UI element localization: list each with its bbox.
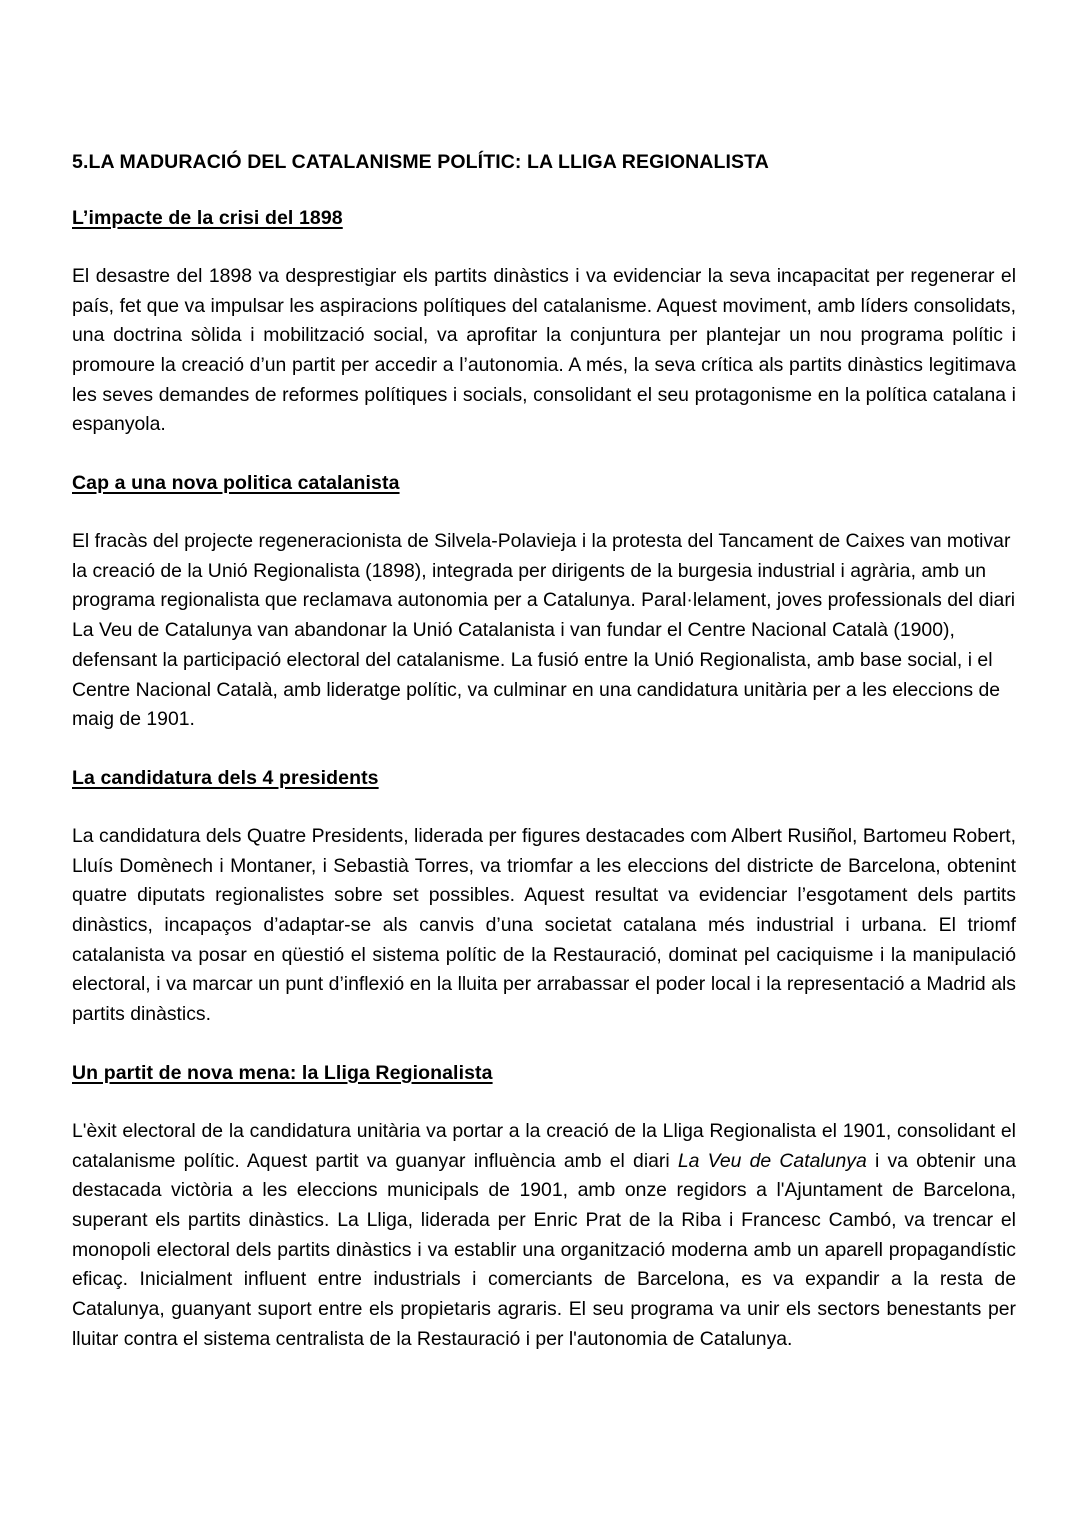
spacer [72, 496, 1016, 527]
document-body [72, 150, 1016, 1354]
paragraph-text-run-2: i va obtenir una destacada victòria a les eleccions municipals de 1901, amb onze regidors a l'Ajuntament de Barcelona, superant els partits dinàstics. La Lliga, liderada per Enric Prat de la Riba i Francesc Cambó, va trencar el monopoli electoral dels partits dinàstics i va establir una organització moderna amb un aparell propagandístic eficaç. Inicialment influent entre industrials i comerciants de Barcelona, es va expandir a la resta de Catalunya, guanyant suport entre els propietaris agraris. El seu programa va unir els sectors benestants per lluitar contra el sistema centralista de la Restauració i per l'autonomia de Catalunya. [72, 1149, 1016, 1350]
paragraph-text-run-1: L'èxit electoral de la candidatura unitària va portar a la creació de la Lliga Regionalista el 1901, consolidant el catalanisme polític. Aquest partit va guanyar influència amb el diari [72, 1119, 1016, 1172]
section-paragraph-impacte-crisi-1898: El desastre del 1898 va desprestigiar els partits dinàstics i va evidenciar la seva incapacitat per regenerar el país, fet que va impulsar les aspiracions polítiques del catalanisme. Aquest moviment, amb líders consolidats, una doctrina sòlida i mobilització social, va aprofitar la conjuntura per plantejar un nou programa polític i promoure la creació d’un partit per accedir a l’autonomia. A més, la seva crítica als partits dinàstics legitimava les seves demandes de reformes polítiques i socials, consolidant el seu protagonisme en la política catalana i espanyola. [72, 264, 1016, 436]
section-heading-candidatura-4-presidents [72, 766, 1016, 791]
spacer [72, 440, 1016, 471]
spacer [72, 1086, 1016, 1117]
section-heading-label: Cap a una nova politica catalanista [72, 472, 400, 495]
spacer [72, 175, 1016, 206]
section-paragraph-nova-politica-catalanista: El fracàs del projecte regeneracionista de Silvela-Polavieja i la protesta del Tancament de Caixes van motivar la creació de la Unió Regionalista (1898), integrada per dirigents de la burgesia industrial i agrària, amb un programa regionalista que reclamava autonomia per a Catalunya. Paral·lelament, joves professionals del diari La Veu de Catalunya van abandonar la Unió Catalanista i van fundar el Centre Nacional Català (1900), defensant la participació electoral del catalanisme. La fusió entre la Unió Regionalista, amb base social, i el Centre Nacional Català, amb lideratge polític, va culminar en una candidatura unitària per a les eleccions de maig de 1901. [72, 530, 1016, 731]
newspaper-title-italic: La Veu de Catalunya [677, 1149, 867, 1172]
section-heading-label: Un partit de nova mena: la Lliga Regionalista [72, 1061, 493, 1084]
section-heading-nova-politica-catalanista [72, 471, 1016, 496]
spacer [72, 231, 1016, 262]
section-paragraph-candidatura-4-presidents: La candidatura dels Quatre Presidents, liderada per figures destacades com Albert Rusiñol, Bartomeu Robert, Lluís Domènech i Montaner, i Sebastià Torres, va triomfar a les eleccions del districte de Barcelona, obtenint quatre diputats regionalistes sobre set possibles. Aquest resultat va evidenciar l’esgotament dels partits dinàstics, incapaços d’adaptar-se als canvis d’una societat catalana més industrial i urbana. El triomf catalanista va posar en qüestió el sistema polític de la Restauració, dominat pel caciquisme i la manipulació electoral, i va marcar un punt d’inflexió en la lluita per arrabassar el poder local i la representació a Madrid als partits dinàstics. [72, 824, 1016, 1026]
section-heading-label: L’impacte de la crisi del 1898 [72, 206, 343, 229]
spacer [72, 1030, 1016, 1061]
section-heading-impacte-crisi-1898 [72, 206, 1016, 231]
section-heading-label: La candidatura dels 4 presidents [72, 767, 379, 789]
section-paragraph-partit-nova-mena-lliga [72, 1117, 1016, 1355]
spacer [72, 735, 1016, 766]
section-heading-partit-nova-mena-lliga [72, 1061, 1016, 1086]
spacer [72, 791, 1016, 822]
page-title: 5.LA MADURACIÓ DEL CATALANISME POLÍTIC: LA LLIGA REGIONALISTA [72, 151, 769, 173]
